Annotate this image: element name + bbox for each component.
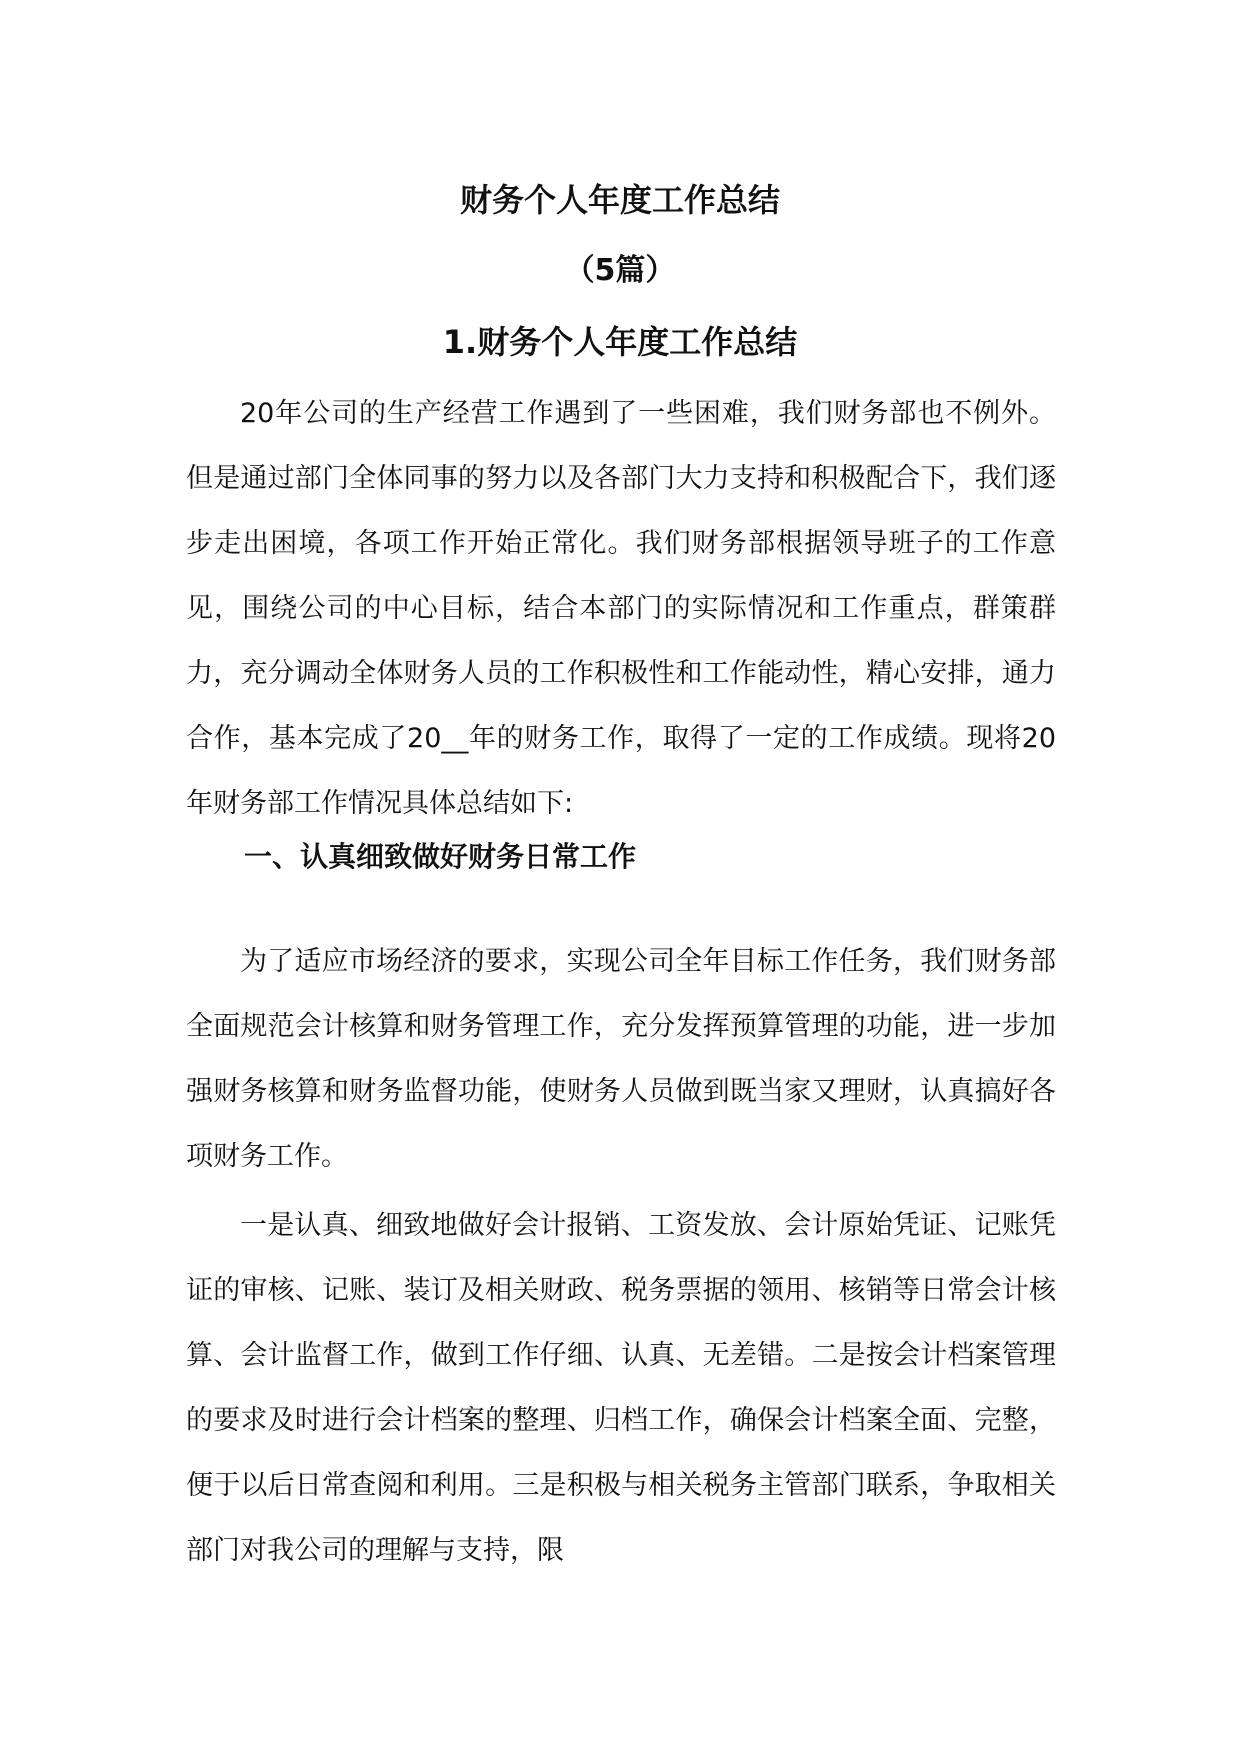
section-heading-1: 一、认真细致做好财务日常工作 <box>244 840 637 873</box>
paragraph-intro: 20年公司的生产经营工作遇到了一些困难，我们财务部也不例外。但是通过部门全体同事的努力以及各部门大力支持和积极配合下，我们逐步走出困境，各项工作开始正常化。我们财务部根据领导班子的工作意见，围绕公司的中心目标，结合本部门的实际情况和工作重点，群策群力，充分调动全体财务人员的工作积极性和工作能动性，精心安排，通力合作，基本完成了20__年的财务工作，取得了一定的工作成绩。现将20年财务部工作情况具体总结如下: <box>186 398 1056 819</box>
document-subtitle: （5篇） <box>564 253 676 288</box>
section-title: 1.财务个人年度工作总结 <box>442 323 798 361</box>
paragraph-details: 一是认真、细致地做好会计报销、工资发放、会计原始凭证、记账凭证的审核、记账、装订及相关财政、税务票据的领用、核销等日常会计核算、会计监督工作，做到工作仔细、认真、无差错。二是按会计档案管理的要求及时进行会计档案的整理、归档工作，确保会计档案全面、完整，便于以后日常查阅和利用。三是积极与相关税务主管部门联系，争取相关部门对我公司的理解与支持，限 <box>186 1210 1056 1566</box>
paragraph-purpose: 为了适应市场经济的要求，实现公司全年目标工作任务，我们财务部全面规范会计核算和财务管理工作，充分发挥预算管理的功能，进一步加强财务核算和财务监督功能，使财务人员做到既当家又理财，认真搞好各项财务工作。 <box>186 946 1056 1172</box>
document-title: 财务个人年度工作总结 <box>459 181 780 219</box>
